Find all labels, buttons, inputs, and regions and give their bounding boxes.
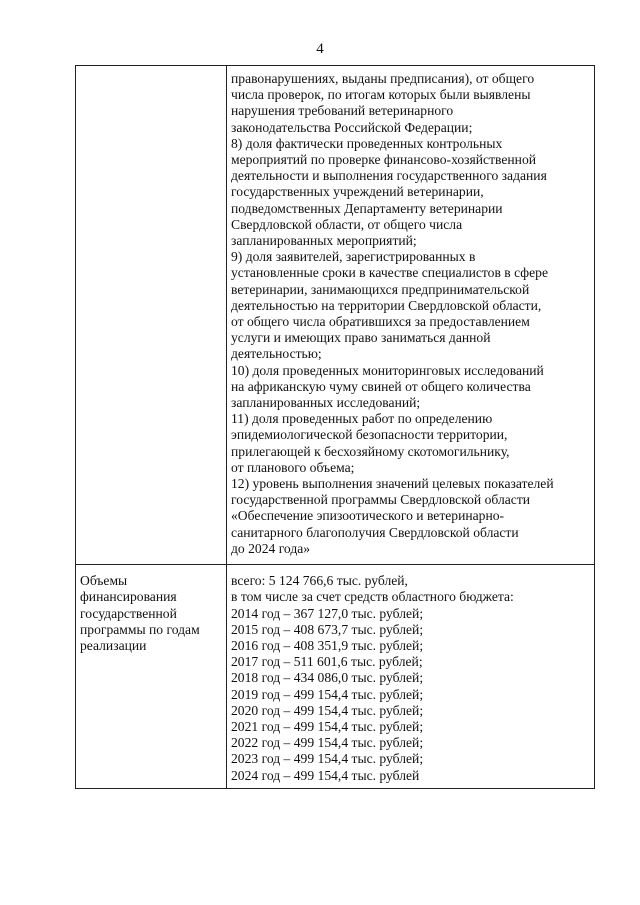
text-line: 2023 год – 499 154,4 тыс. рублей; xyxy=(231,751,424,767)
text-line: деятельности и выполнения государственного задания xyxy=(231,168,547,184)
text-line: 2016 год – 408 351,9 тыс. рублей; xyxy=(231,637,424,653)
text-line: ветеринарии, занимающихся предпринимательской xyxy=(231,281,530,297)
passport-table xyxy=(75,65,595,789)
page-number: 4 xyxy=(316,41,324,57)
text-line: 12) уровень выполнения значений целевых показателей xyxy=(231,476,554,492)
text-line: 11) доля проведенных работ по определению xyxy=(231,411,493,427)
text-line: 2018 год – 434 086,0 тыс. рублей; xyxy=(231,670,424,686)
text-line: 2020 год – 499 154,4 тыс. рублей; xyxy=(231,702,424,718)
text-line: мероприятий по проверке финансово-хозяйственной xyxy=(231,152,537,168)
text-line: государственной программы Свердловской области xyxy=(231,492,531,508)
text-line: «Обеспечение эпизоотического и ветеринарно- xyxy=(231,508,505,524)
text-line: установленные сроки в качестве специалистов в сфере xyxy=(231,265,548,281)
text-line: 2019 год – 499 154,4 тыс. рублей; xyxy=(231,686,424,702)
text-line: государственной xyxy=(80,605,177,621)
text-line: прилегающей к бесхозяйному скотомогильнику, xyxy=(231,443,510,459)
text-line: запланированных мероприятий; xyxy=(231,233,417,249)
text-line: деятельностью; xyxy=(231,346,322,362)
text-line: Объемы xyxy=(80,573,128,589)
table-row-indicators xyxy=(76,66,595,565)
text-line: 2014 год – 367 127,0 тыс. рублей; xyxy=(231,605,424,621)
text-line: 2024 год – 499 154,4 тыс. рублей xyxy=(231,767,420,783)
text-line: Свердловской области, от общего числа xyxy=(231,216,463,232)
text-line: на африканскую чуму свиней от общего количества xyxy=(231,378,531,394)
text-line: программы по годам xyxy=(80,621,200,637)
text-line: финансирования xyxy=(80,589,177,605)
text-line: правонарушениях, выданы предписания), от общего xyxy=(231,71,535,86)
text-line: от планового объема; xyxy=(231,459,355,475)
text-line: нарушения требований ветеринарного xyxy=(231,103,454,119)
text-line: 10) доля проведенных мониторинговых исследований xyxy=(231,362,544,378)
table-cell-right-indicators xyxy=(227,66,595,565)
text-line: деятельностью на территории Свердловской области, xyxy=(231,297,542,313)
text-line: государственных учреждений ветеринарии, xyxy=(231,184,484,200)
text-line: реализации xyxy=(80,637,147,653)
table-row-funding xyxy=(76,565,595,789)
text-line: санитарного благополучия Свердловской области xyxy=(231,524,519,540)
text-line: числа проверок, по итогам которых были выявлены xyxy=(231,87,531,103)
text-line: подведомственных Департаменту ветеринарии xyxy=(231,200,503,216)
text-line: всего: 5 124 766,6 тыс. рублей, xyxy=(231,573,408,589)
text-line: до 2024 года» xyxy=(231,540,311,556)
text-line: 2021 год – 499 154,4 тыс. рублей; xyxy=(231,718,424,734)
table-cell-left-indicators xyxy=(76,66,227,565)
text-line: 9) доля заявителей, зарегистрированных в xyxy=(231,249,476,265)
text-line: законодательства Российской Федерации; xyxy=(231,119,473,135)
text-line: 8) доля фактически проведенных контрольных xyxy=(231,135,503,151)
text-line: эпидемиологической безопасности территории, xyxy=(231,427,508,443)
text-line: запланированных исследований; xyxy=(231,395,421,411)
text-line: в том числе за счет средств областного бюджета: xyxy=(231,589,514,605)
text-line: 2017 год – 511 601,6 тыс. рублей; xyxy=(231,654,423,670)
text-line: услуги и имеющих право заниматься данной xyxy=(231,330,491,346)
text-line: 2015 год – 408 673,7 тыс. рублей; xyxy=(231,621,424,637)
text-line: 2022 год – 499 154,4 тыс. рублей; xyxy=(231,735,424,751)
text-line: от общего числа обратившихся за предоставлением xyxy=(231,314,530,330)
table-cell-right-funding xyxy=(227,565,595,789)
table-cell-left-funding xyxy=(76,565,227,789)
